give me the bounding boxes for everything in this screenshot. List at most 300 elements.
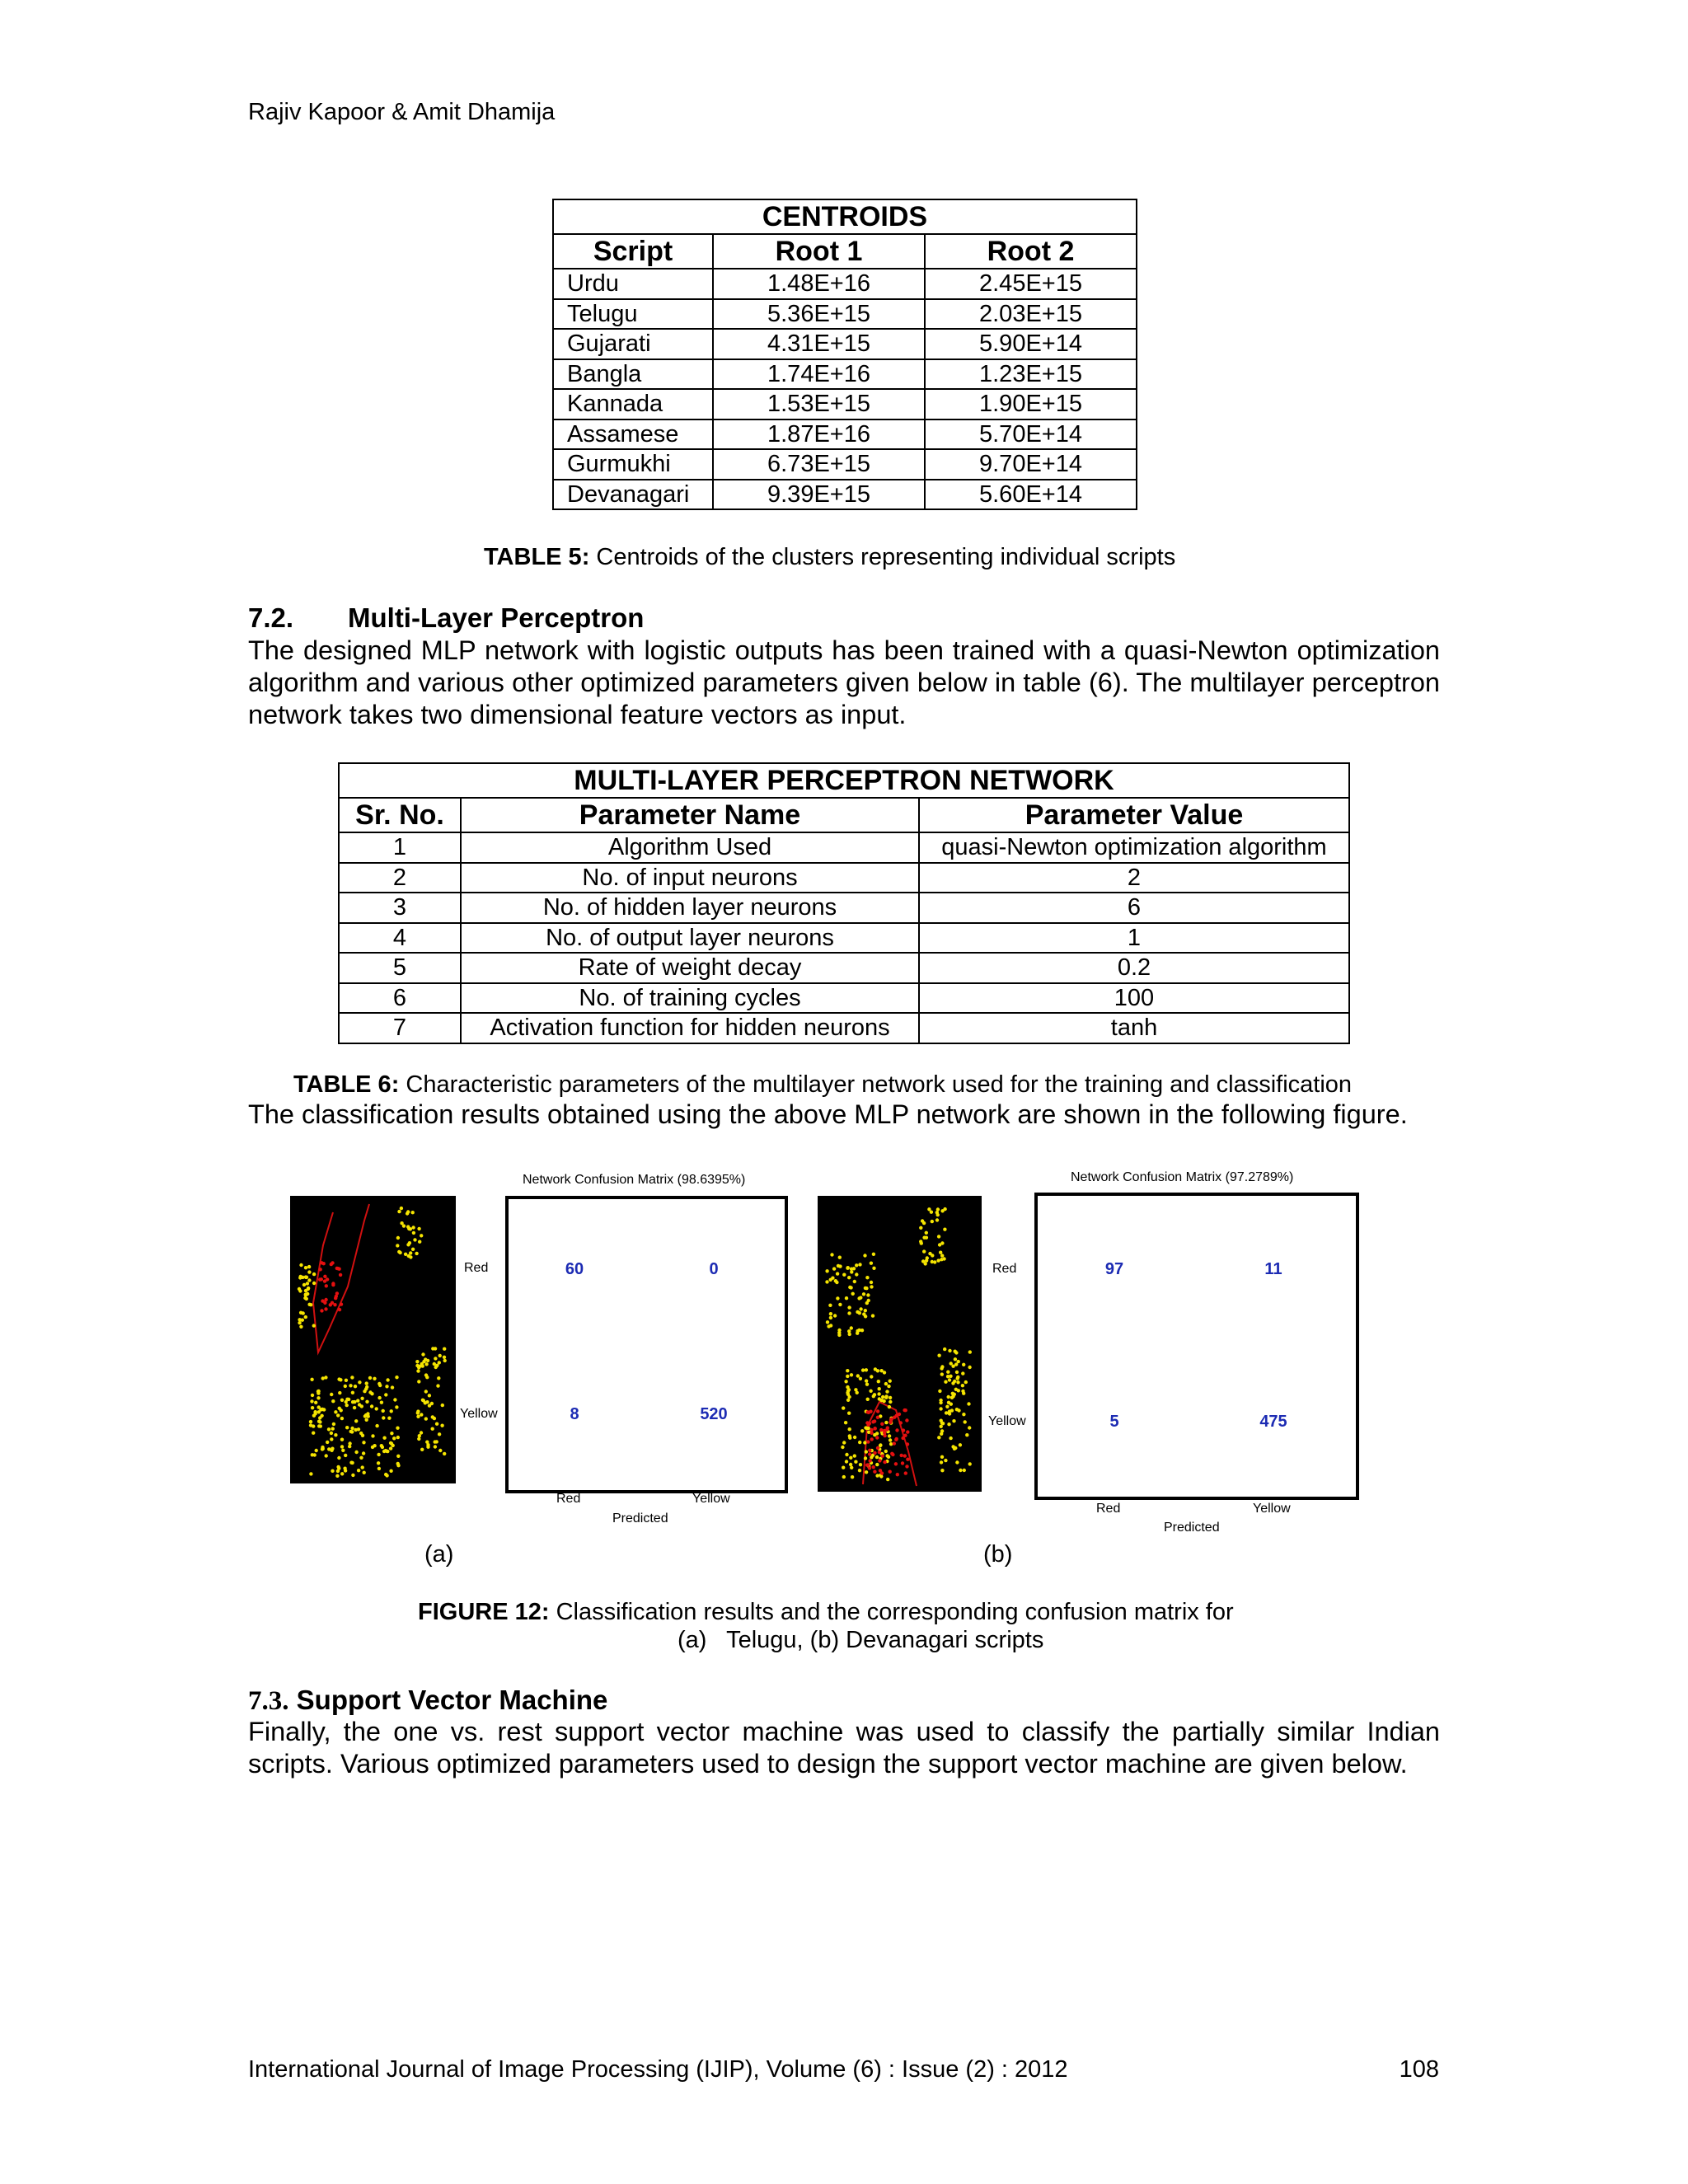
yellow-point <box>959 1443 962 1446</box>
red-point <box>904 1408 907 1412</box>
yellow-point <box>850 1268 853 1271</box>
yellow-point <box>826 1320 829 1324</box>
table-cell: 6.73E+15 <box>713 449 925 480</box>
yellow-point <box>865 1276 869 1279</box>
yellow-point <box>365 1400 368 1404</box>
cm-cell-value: 5 <box>1109 1413 1119 1431</box>
yellow-point <box>845 1296 848 1300</box>
yellow-point <box>443 1356 446 1359</box>
confusion-matrix-b <box>1034 1193 1359 1500</box>
red-point <box>903 1434 907 1437</box>
panel-label-b: (b) <box>983 1541 1013 1568</box>
yellow-point <box>434 1445 437 1448</box>
red-point <box>905 1465 908 1468</box>
section72-paragraph: The designed MLP network with logistic outputs has been trained with a quasi-Newton optimization algorithm and various other optimized parameters given below in table (6). The multilayer perceptron network takes two dimensional feature vectors as input. <box>248 635 1440 729</box>
yellow-point <box>938 1243 941 1246</box>
yellow-point <box>925 1231 928 1235</box>
yellow-point <box>939 1407 942 1410</box>
yellow-point <box>443 1347 446 1351</box>
yellow-point <box>837 1264 840 1268</box>
red-point <box>880 1422 884 1426</box>
red-point <box>903 1454 907 1457</box>
yellow-point <box>829 1316 832 1319</box>
yellow-point <box>844 1380 847 1383</box>
yellow-point <box>962 1363 965 1366</box>
yellow-point <box>861 1368 865 1371</box>
yellow-point <box>330 1432 333 1435</box>
yellow-point <box>443 1452 446 1455</box>
yellow-point <box>377 1396 381 1399</box>
yellow-point <box>943 1228 946 1231</box>
red-point <box>876 1416 879 1419</box>
yellow-point <box>317 1420 321 1423</box>
table-cell: Activation function for hidden neurons <box>461 1013 919 1043</box>
yellow-point <box>847 1305 851 1309</box>
yellow-point <box>921 1219 924 1222</box>
yellow-point <box>313 1410 316 1413</box>
yellow-point <box>842 1466 845 1469</box>
yellow-point <box>420 1234 423 1237</box>
table-cell: 1.23E+15 <box>925 359 1137 390</box>
yellow-point <box>866 1293 870 1296</box>
yellow-point <box>331 1469 334 1473</box>
yellow-point <box>851 1292 855 1296</box>
yellow-point <box>304 1266 307 1269</box>
table-cell: No. of output layer neurons <box>461 923 919 954</box>
yellow-point <box>377 1461 380 1465</box>
red-point <box>906 1430 909 1433</box>
table-cell: 1.90E+15 <box>925 389 1137 419</box>
yellow-point <box>377 1467 381 1470</box>
table-row <box>339 1013 1349 1043</box>
red-point <box>868 1466 871 1469</box>
yellow-point <box>931 1220 934 1223</box>
column-header: Parameter Value <box>919 798 1349 832</box>
scatter-plot-b <box>818 1196 982 1492</box>
red-point <box>879 1428 883 1432</box>
cm-col-label: Red <box>556 1492 581 1506</box>
caption-label: TABLE 5: <box>484 544 590 570</box>
yellow-point <box>312 1414 316 1418</box>
yellow-point <box>354 1419 358 1422</box>
yellow-point <box>314 1401 317 1404</box>
yellow-point <box>931 1260 934 1263</box>
yellow-point <box>951 1365 954 1368</box>
yellow-point <box>884 1421 888 1424</box>
yellow-point <box>884 1450 888 1453</box>
table-cell: 5 <box>339 953 461 983</box>
yellow-point <box>438 1354 442 1357</box>
table-row <box>553 299 1137 330</box>
red-point <box>902 1428 905 1432</box>
yellow-point <box>925 1258 928 1262</box>
yellow-point <box>873 1433 876 1436</box>
yellow-point <box>417 1380 420 1383</box>
yellow-point <box>362 1451 365 1455</box>
yellow-point <box>938 1390 941 1393</box>
yellow-point <box>832 1267 836 1270</box>
yellow-point <box>947 1422 950 1426</box>
yellow-point <box>886 1478 889 1481</box>
column-header: Script <box>553 234 713 269</box>
yellow-point <box>859 1377 862 1380</box>
red-point <box>899 1421 903 1424</box>
yellow-point <box>860 1329 864 1332</box>
yellow-point <box>416 1415 420 1418</box>
yellow-point <box>948 1412 951 1415</box>
yellow-point <box>373 1444 376 1447</box>
yellow-point <box>948 1378 951 1381</box>
table-cell: 2 <box>339 863 461 893</box>
yellow-point <box>337 1467 340 1470</box>
red-point <box>865 1464 869 1467</box>
yellow-point <box>947 1395 950 1399</box>
table-cell: Urdu <box>553 269 713 299</box>
yellow-point <box>842 1406 845 1409</box>
yellow-point <box>940 1365 944 1368</box>
cm-cell-value: 0 <box>709 1260 719 1278</box>
section73-paragraph: Finally, the one vs. rest support vector machine was used to classify the partially similar Indian scripts. Various optimized parameters used to design the support vector machine are given below. <box>248 1717 1440 1779</box>
yellow-point <box>858 1441 861 1444</box>
red-point <box>878 1451 881 1454</box>
yellow-point <box>307 1278 311 1282</box>
yellow-point <box>389 1441 392 1445</box>
yellow-point <box>357 1469 360 1472</box>
yellow-point <box>318 1416 321 1419</box>
yellow-point <box>354 1428 357 1432</box>
yellow-point <box>878 1387 881 1390</box>
yellow-point <box>864 1309 867 1312</box>
yellow-point <box>298 1287 301 1291</box>
figure12-caption-line2: (a) Telugu, (b) Devanagari scripts <box>678 1627 1044 1653</box>
yellow-point <box>945 1411 948 1414</box>
yellow-point <box>889 1400 892 1404</box>
yellow-point <box>842 1475 846 1479</box>
yellow-point <box>940 1432 943 1436</box>
yellow-point <box>345 1426 349 1429</box>
yellow-point <box>881 1395 884 1399</box>
red-point <box>324 1307 327 1310</box>
running-header: Rajiv Kapoor & Amit Dhamija <box>248 99 556 125</box>
red-point <box>880 1471 884 1474</box>
yellow-point <box>935 1211 939 1214</box>
yellow-point <box>331 1399 335 1403</box>
yellow-point <box>434 1357 437 1360</box>
yellow-point <box>367 1414 370 1418</box>
yellow-point <box>871 1314 874 1317</box>
cm-xlabel: Predicted <box>612 1511 668 1526</box>
cm-col-label: Yellow <box>692 1492 730 1506</box>
scatter-plot-a-canvas <box>290 1196 456 1483</box>
yellow-point <box>865 1368 868 1371</box>
table-row <box>339 863 1349 893</box>
cm-row-label: Yellow <box>988 1414 1026 1428</box>
yellow-point <box>312 1324 316 1327</box>
red-point <box>895 1428 898 1432</box>
yellow-point <box>869 1390 872 1393</box>
table-cell: 5.36E+15 <box>713 299 925 330</box>
red-point <box>876 1446 879 1450</box>
yellow-point <box>396 1427 399 1430</box>
yellow-point <box>431 1347 434 1350</box>
yellow-point <box>421 1352 424 1356</box>
yellow-point <box>940 1254 944 1257</box>
yellow-point <box>945 1405 949 1408</box>
yellow-point <box>957 1360 960 1363</box>
yellow-point <box>848 1436 851 1440</box>
yellow-point <box>882 1399 885 1403</box>
table-row <box>339 953 1349 983</box>
red-point <box>323 1279 326 1282</box>
table-row <box>339 893 1349 923</box>
red-point <box>883 1429 886 1432</box>
yellow-point <box>865 1286 868 1290</box>
yellow-point <box>420 1448 424 1451</box>
yellow-point <box>849 1463 852 1466</box>
yellow-point <box>937 1436 940 1439</box>
mlp-parameters-table <box>338 762 1350 1044</box>
table-row <box>553 389 1137 419</box>
yellow-point <box>406 1210 410 1213</box>
table-cell: Devanagari <box>553 480 713 510</box>
red-point <box>895 1437 898 1441</box>
yellow-point <box>964 1380 968 1384</box>
red-point <box>901 1461 904 1465</box>
red-point <box>891 1453 894 1456</box>
yellow-point <box>310 1378 313 1381</box>
yellow-point <box>853 1454 856 1457</box>
yellow-point <box>961 1384 964 1387</box>
table6-caption <box>293 1071 1352 1099</box>
yellow-point <box>955 1408 959 1411</box>
yellow-point <box>940 1469 944 1472</box>
yellow-point <box>847 1276 851 1279</box>
table-cell: quasi-Newton optimization algorithm <box>919 832 1349 863</box>
table-cell: No. of input neurons <box>461 863 919 893</box>
cm-col-label: Red <box>1096 1502 1121 1516</box>
red-point <box>873 1470 876 1474</box>
red-point <box>866 1423 870 1427</box>
yellow-point <box>864 1456 867 1460</box>
yellow-point <box>315 1449 318 1452</box>
yellow-point <box>968 1350 972 1353</box>
cm-cell-value: 520 <box>700 1405 728 1423</box>
yellow-point <box>862 1292 865 1296</box>
yellow-point <box>889 1380 892 1383</box>
table-cell: 1.48E+16 <box>713 269 925 299</box>
yellow-point <box>849 1456 852 1460</box>
yellow-point <box>949 1436 952 1440</box>
centroids-table <box>552 199 1137 510</box>
yellow-point <box>946 1371 950 1374</box>
yellow-point <box>330 1393 333 1396</box>
yellow-point <box>385 1450 388 1453</box>
yellow-point <box>365 1381 368 1385</box>
yellow-point <box>953 1393 956 1396</box>
yellow-point <box>951 1381 954 1385</box>
yellow-point <box>438 1432 441 1436</box>
cm-cell-value: 11 <box>1264 1260 1282 1278</box>
table-cell: 2.45E+15 <box>925 269 1137 299</box>
red-point <box>331 1283 335 1286</box>
yellow-point <box>825 1280 828 1283</box>
yellow-point <box>347 1398 350 1401</box>
yellow-point <box>829 1312 832 1315</box>
table-cell: 5.60E+14 <box>925 480 1137 510</box>
yellow-point <box>941 1422 945 1425</box>
yellow-point <box>848 1333 851 1336</box>
yellow-point <box>326 1441 329 1444</box>
yellow-point <box>396 1244 399 1247</box>
yellow-point <box>829 1324 832 1327</box>
table-row <box>553 359 1137 390</box>
yellow-point <box>851 1475 854 1479</box>
yellow-point <box>309 1472 312 1475</box>
yellow-point <box>298 1321 301 1324</box>
yellow-point <box>889 1438 892 1441</box>
yellow-point <box>950 1403 953 1406</box>
cm-col-label: Yellow <box>1253 1502 1291 1516</box>
yellow-point <box>847 1412 851 1415</box>
yellow-point <box>313 1453 316 1456</box>
yellow-point <box>948 1349 951 1352</box>
red-point <box>870 1428 873 1432</box>
yellow-point <box>390 1432 393 1435</box>
yellow-point <box>416 1369 420 1372</box>
yellow-point <box>327 1427 331 1431</box>
yellow-point <box>853 1280 856 1283</box>
yellow-point <box>884 1396 888 1399</box>
caption-text: Classification results and the corresponding confusion matrix for <box>549 1599 1234 1625</box>
yellow-point <box>358 1380 361 1384</box>
table-row <box>553 419 1137 450</box>
yellow-point <box>829 1278 832 1282</box>
red-point <box>320 1309 323 1312</box>
yellow-point <box>856 1374 860 1377</box>
yellow-point <box>940 1209 944 1212</box>
yellow-point <box>415 1252 418 1255</box>
yellow-point <box>887 1455 890 1459</box>
yellow-point <box>870 1375 873 1378</box>
yellow-point <box>353 1406 356 1409</box>
yellow-point <box>387 1417 391 1420</box>
yellow-point <box>338 1407 341 1410</box>
yellow-point <box>937 1235 940 1238</box>
yellow-point <box>870 1262 873 1265</box>
yellow-point <box>302 1283 306 1286</box>
yellow-point <box>842 1273 846 1277</box>
yellow-point <box>936 1207 940 1211</box>
yellow-point <box>304 1293 307 1296</box>
cm-row-label: Red <box>992 1262 1017 1276</box>
yellow-point <box>391 1385 394 1389</box>
yellow-point <box>311 1406 314 1409</box>
yellow-point <box>417 1366 420 1369</box>
yellow-point <box>885 1390 889 1393</box>
yellow-point <box>365 1418 368 1422</box>
yellow-point <box>338 1391 341 1394</box>
yellow-point <box>396 1455 400 1458</box>
cm-cell-value: 97 <box>1104 1260 1124 1278</box>
yellow-point <box>400 1221 403 1225</box>
yellow-point <box>830 1253 833 1256</box>
red-point <box>325 1284 328 1287</box>
yellow-point <box>382 1416 385 1419</box>
caption-text: Centroids of the clusters representing individual scripts <box>589 544 1176 570</box>
yellow-point <box>345 1400 348 1404</box>
table-row <box>553 480 1137 510</box>
yellow-point <box>420 1362 424 1366</box>
yellow-point <box>393 1398 396 1401</box>
yellow-point <box>301 1319 304 1322</box>
yellow-point <box>316 1390 320 1393</box>
table-cell: Assamese <box>553 419 713 450</box>
yellow-point <box>301 1276 304 1279</box>
table-cell: 2.03E+15 <box>925 299 1137 330</box>
yellow-point <box>425 1400 429 1404</box>
table-row <box>553 269 1137 299</box>
yellow-point <box>348 1445 351 1448</box>
yellow-point <box>825 1269 828 1272</box>
table-cell: Rate of weight decay <box>461 953 919 983</box>
yellow-point <box>421 1399 424 1402</box>
scatter-plot-b-canvas <box>818 1196 982 1492</box>
yellow-point <box>944 1459 947 1462</box>
yellow-point <box>888 1434 891 1437</box>
yellow-point <box>312 1424 315 1427</box>
yellow-point <box>398 1251 401 1254</box>
red-point <box>870 1432 873 1435</box>
yellow-point <box>380 1444 383 1447</box>
red-point <box>339 1273 342 1277</box>
table-cell: 7 <box>339 1013 461 1043</box>
yellow-point <box>944 1380 947 1384</box>
yellow-point <box>884 1382 888 1385</box>
yellow-point <box>299 1263 302 1267</box>
yellow-point <box>385 1385 388 1388</box>
yellow-point <box>853 1436 856 1439</box>
yellow-point <box>935 1218 939 1221</box>
yellow-point <box>846 1369 849 1372</box>
yellow-point <box>957 1389 960 1392</box>
yellow-point <box>303 1296 307 1300</box>
yellow-point <box>334 1433 337 1436</box>
red-point <box>323 1301 326 1305</box>
yellow-point <box>324 1376 327 1379</box>
red-point <box>340 1302 343 1305</box>
yellow-point <box>940 1425 943 1428</box>
yellow-point <box>345 1404 349 1407</box>
table-cell: Kannada <box>553 389 713 419</box>
yellow-point <box>968 1462 972 1465</box>
yellow-point <box>360 1404 363 1408</box>
red-point <box>901 1436 904 1440</box>
red-point <box>896 1473 899 1476</box>
yellow-point <box>341 1449 345 1452</box>
yellow-point <box>959 1469 962 1472</box>
yellow-point <box>943 1347 946 1351</box>
yellow-point <box>312 1272 316 1276</box>
yellow-point <box>841 1446 844 1449</box>
yellow-point <box>340 1438 344 1441</box>
yellow-point <box>332 1422 335 1426</box>
yellow-point <box>862 1312 865 1315</box>
red-point <box>893 1416 896 1419</box>
yellow-point <box>386 1378 389 1381</box>
yellow-point <box>834 1279 837 1282</box>
red-point <box>878 1459 881 1462</box>
yellow-point <box>940 1372 944 1376</box>
